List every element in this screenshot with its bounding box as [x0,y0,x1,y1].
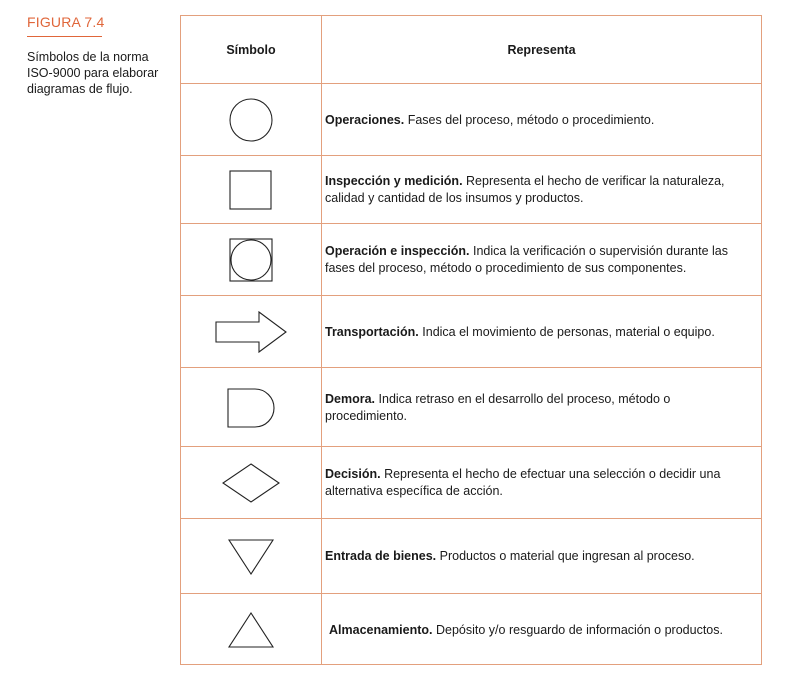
row-term: Demora. [325,391,376,406]
figure-caption: Símbolos de la norma ISO-9000 para elaborar diagramas de flujo. [27,50,159,96]
triangle-down-icon [228,539,274,575]
row-description: Fases del proceso, método o procedimiento. [407,112,655,127]
table-row-operacion-inspeccion [181,223,761,296]
delay-d-shape-icon [227,388,275,428]
header-symbol: Símbolo [226,42,276,57]
row-term: Decisión. [325,467,381,481]
triangle-up-icon [228,612,274,648]
table-row-demora [181,367,761,447]
square-icon [229,170,273,210]
table-row-inspeccion [181,155,761,224]
diamond-icon [222,463,280,503]
row-description: Productos o material que ingresan al proceso. [439,549,695,563]
circle-icon [228,97,274,143]
table-row-entrada-bienes [181,518,761,594]
row-term: Inspección y medición. [325,174,463,188]
header-represents: Representa [507,42,576,57]
figure-label: FIGURA 7.4 [27,14,105,30]
row-term: Almacenamiento. [329,622,433,637]
row-term: Entrada de bienes. [325,549,437,563]
row-description: Indica la verificación o supervisión durante las fases del proceso, método o procedimiento de sus componentes. [325,244,728,275]
row-term: Operaciones. [325,112,405,127]
row-description: Representa el hecho de verificar la naturaleza, calidad y cantidad de los insumos y productos. [325,174,725,205]
table-row-decision [181,446,761,519]
figure-label-underline [27,36,102,37]
row-description: Representa el hecho de efectuar una selección o decidir una alternativa específica de acción. [325,467,721,498]
row-description: Indica el movimiento de personas, material o equipo. [422,324,715,339]
circle-in-square-icon [229,238,273,282]
table-row-almacenamiento [181,593,761,666]
row-term: Transportación. [325,324,419,339]
row-description: Indica retraso en el desarrollo del proceso, método o procedimiento. [325,391,671,423]
table-row-transportacion [181,295,761,368]
row-description: Depósito y/o resguardo de información o productos. [436,622,723,637]
iso-symbols-table [180,15,762,665]
row-term: Operación e inspección. [325,244,470,258]
arrow-right-icon [215,311,287,353]
table-row-operaciones [181,83,761,156]
